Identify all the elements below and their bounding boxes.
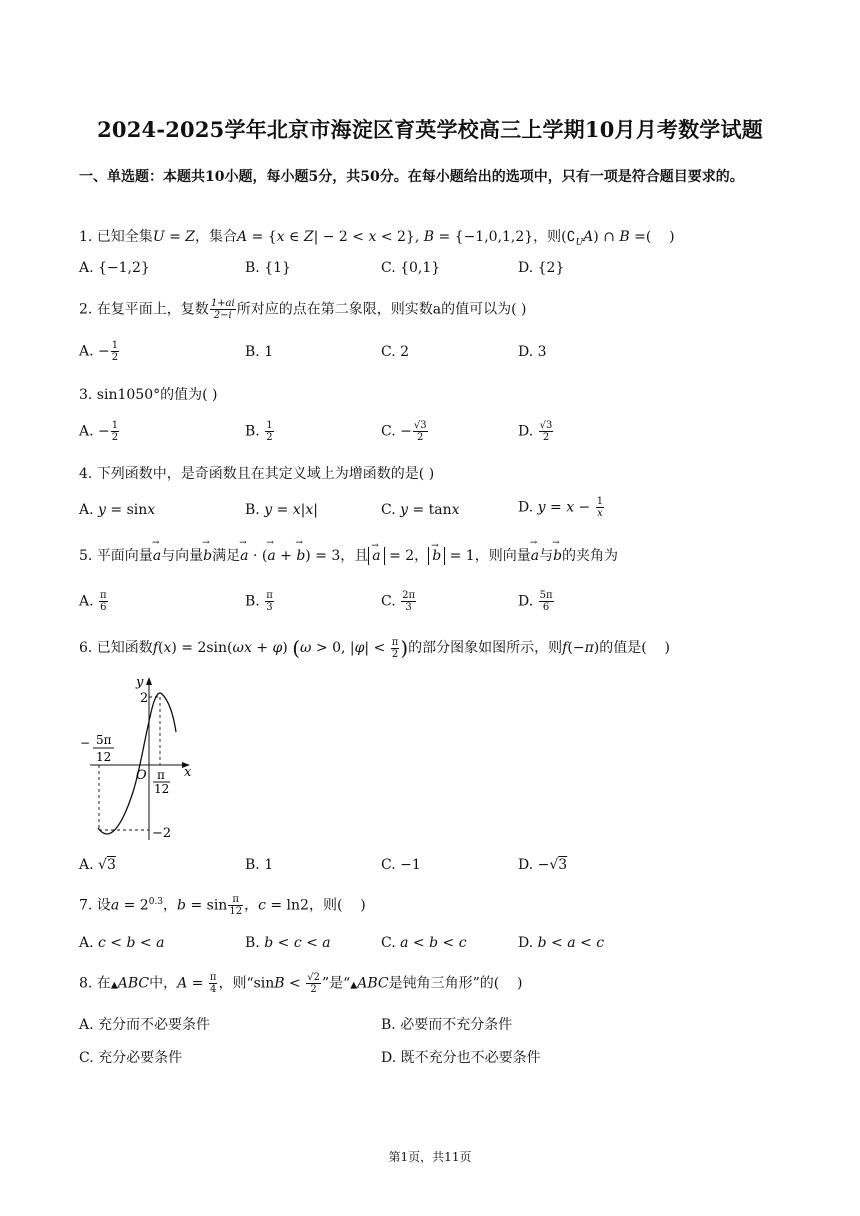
- question-5-stem: 5. 平面向量→ a与向量→ b满足→ a · (→ a + → b) = 3，且→ a = 2，→ b = 1，则向量→ a与→ b的夹角为: [79, 545, 618, 565]
- x-left-label-den: 12: [96, 750, 112, 764]
- question-3-stem: 3. sin1050°的值为( ): [79, 387, 218, 403]
- question-5-option-c: C. $\frac{2\pi}{3}$: [381, 590, 416, 613]
- question-4-option-c: C. y = tanx: [381, 502, 460, 518]
- question-2-option-a: A. − $\frac{1}{2}$: [79, 340, 119, 363]
- question-7-option-b: B. b < c < a: [245, 935, 331, 951]
- x-left-label-num: 5π: [96, 733, 112, 747]
- question-1-option-d: D. {2}: [518, 260, 565, 276]
- y-min-label: −2: [152, 826, 172, 841]
- origin-label: O: [136, 768, 147, 783]
- question-3-option-d: D. $\frac{√3}{2}$: [518, 420, 553, 443]
- question-7-option-a: A. c < b < a: [79, 935, 165, 951]
- question-3-option-a: A. − $\frac{1}{2}$: [79, 420, 119, 443]
- question-5-option-d: D. $\frac{5\pi}{6}$: [518, 590, 553, 613]
- question-6-option-a: A. √3: [79, 857, 116, 873]
- page-footer: 第1页，共11页: [388, 1150, 472, 1164]
- question-1-option-a: A. {−1,2}: [79, 260, 150, 276]
- section-heading: 一、单选题：本题共10小题，每小题5分，共50分。在每小题给出的选项中，只有一项是符合题目要求的。: [79, 169, 744, 185]
- question-8-option-b: B. 必要而不充分条件: [381, 1017, 513, 1033]
- question-2-option-d: D. 3: [518, 344, 547, 360]
- question-8-option-d: D. 既不充分也不必要条件: [381, 1050, 541, 1066]
- question-5-option-a: A. $\frac{\pi}{6}$: [79, 590, 107, 613]
- question-6-option-c: C. −1: [381, 857, 421, 873]
- question-7-stem: 7. 设$a = 2^{0.3}$，b = sin $\frac{\pi}{12}$ ，c = ln2，则( ): [79, 894, 366, 917]
- question-8-option-c: C. 充分必要条件: [79, 1050, 183, 1066]
- question-3-option-c: C. − $\frac{√3}{2}$: [381, 420, 427, 443]
- x-left-sign: −: [80, 736, 91, 750]
- question-6-option-b: B. 1: [245, 857, 274, 873]
- question-4-option-a: A. y = sinx: [79, 502, 156, 518]
- question-4-option-d: D. y = x − $\frac{1}{x}$: [518, 496, 604, 519]
- y-axis-label: y: [136, 675, 144, 690]
- question-6-stem: 6. 已知函数f(x) = 2sin(ωx + φ) (ω > 0, |φ| < $\frac{\pi}{2}$ )的部分图象如图所示，则f(−π)的值是( ): [79, 636, 670, 660]
- question-4-option-b: B. y = x|x|: [245, 502, 319, 518]
- question-8-stem: 8. 在▲ABC中，A = $\frac{\pi}{4}$ ，则“sinB < $\frac{√2}{2}$ ”是“▲ABC是钝角三角形”的( ): [79, 972, 523, 995]
- question-4-stem: 4. 下列函数中，是奇函数且在其定义域上为增函数的是( ): [79, 466, 435, 482]
- y-max-label: 2: [140, 691, 149, 706]
- function-graph-figure: [78, 672, 208, 844]
- question-6-option-d: D. −√3: [518, 857, 568, 873]
- question-1-option-c: C. {0,1}: [381, 260, 441, 276]
- question-3-option-b: B. $\frac{1}{2}$: [245, 420, 273, 443]
- x-right-label-den: 12: [154, 782, 170, 796]
- x-axis-label: x: [184, 765, 192, 780]
- question-2-option-c: C. 2: [381, 344, 410, 360]
- question-8-option-a: A. 充分而不必要条件: [79, 1017, 211, 1033]
- x-right-label-num: π: [157, 768, 165, 782]
- page-title: 2024-2025学年北京市海淀区育英学校高三上学期10月月考数学试题: [97, 117, 763, 142]
- question-2-option-b: B. 1: [245, 344, 274, 360]
- question-1-stem: 1. 已知全集U = Z，集合A = {x ∈ Z| − 2 < x < 2}, B = {−1,0,1,2}，则$(∁_UA)$ ∩ B =( ): [79, 229, 675, 248]
- question-7-option-d: D. b < a < c: [518, 935, 605, 951]
- question-1-option-b: B. {1}: [245, 260, 291, 276]
- question-2-stem: 2. 在复平面上，复数 $\frac{1+ai}{2-i}$ 所对应的点在第二象限，则实数a的值可以为( ): [79, 298, 527, 321]
- question-5-option-b: B. $\frac{\pi}{3}$: [245, 590, 273, 613]
- question-7-option-c: C. a < b < c: [381, 935, 467, 951]
- y-axis-arrow-icon: [146, 677, 152, 685]
